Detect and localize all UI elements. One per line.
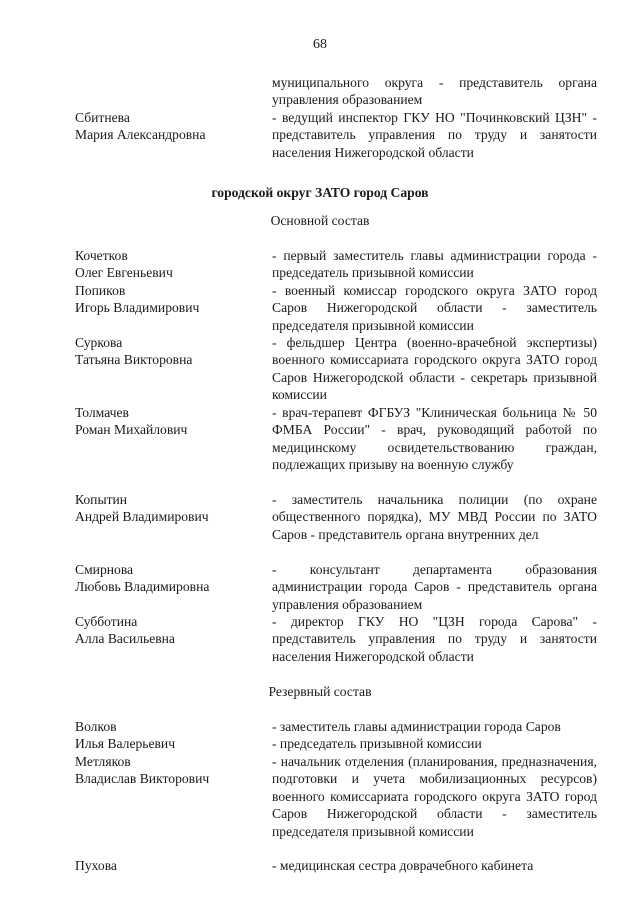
entry-name: Волков Илья Валерьевич — [75, 719, 176, 752]
entry-role: - консультант департамента образования администрации города Саров - представитель органа управления образованием — [272, 562, 597, 612]
entry-role: - директор ГКУ НО "ЦЗН города Сарова" - представитель управления по труду и занятости населения Нижегородской области — [272, 614, 597, 664]
entry-role: - заместитель начальника полиции (по охране общественного порядка), МУ МВД России по ЗАТО Саров - представитель органа внутренних дел — [272, 492, 597, 542]
page-number: 68 — [313, 37, 327, 52]
entry-role: - медицинская сестра доврачебного кабинета — [272, 858, 534, 873]
entry-role: - ведущий инспектор ГКУ НО "Починковский ЦЗН" - представитель управления по труду и занятости населения Нижегородской области — [272, 110, 597, 160]
reserve-composition-heading: Резервный состав — [268, 684, 372, 699]
entry-name: Пухова — [75, 858, 117, 873]
entry-name: Попиков Игорь Владимирович — [75, 283, 200, 316]
entry-name: Суркова Татьяна Викторовна — [75, 335, 193, 368]
entry-role: - первый заместитель главы администрации города - председатель призывной комиссии — [272, 248, 597, 281]
section-title: городской округ ЗАТО город Саров — [211, 185, 429, 200]
entry-role: - фельдшер Центра (военно-врачебной экспертизы) военного комиссариата городского округа ЗАТО город Саров Нижегородской области - секретарь призывной комиссии — [272, 335, 597, 403]
entry-name: Копытин Андрей Владимирович — [75, 492, 209, 525]
entry-name: Субботина Алла Васильевна — [75, 614, 175, 647]
main-composition-heading: Основной состав — [270, 213, 370, 228]
entry-name: Смирнова Любовь Владимировна — [75, 562, 210, 595]
entry-role: муниципального округа - представитель органа управления образованием — [272, 75, 597, 108]
entry-name: Толмачев Роман Михайлович — [75, 405, 188, 438]
entry-name: Сбитнева Мария Александровна — [75, 110, 206, 143]
entry-name: Метляков Владислав Викторович — [75, 754, 210, 787]
entry-name: Кочетков Олег Евгеньевич — [75, 248, 173, 281]
entry-role: - врач-терапевт ФГБУЗ "Клиническая больница № 50 ФМБА России" - врач, руководящий работой по медицинскому освидетельствованию граждан, подлежащих призыву на военную службу — [272, 405, 597, 473]
entry-role: - военный комиссар городского округа ЗАТО город Саров Нижегородской области - заместитель председателя призывной комиссии — [272, 283, 597, 333]
entry-role: - начальник отделения (планирования, предназначения, подготовки и учета мобилизационных ресурсов) военного комиссариата городского округа ЗАТО город Саров Нижегородской области - заместитель председателя призывной комиссии — [272, 754, 597, 839]
entry-role: - заместитель главы администрации города Саров — [272, 719, 561, 734]
entry-role: - председатель призывной комиссии — [272, 736, 482, 752]
